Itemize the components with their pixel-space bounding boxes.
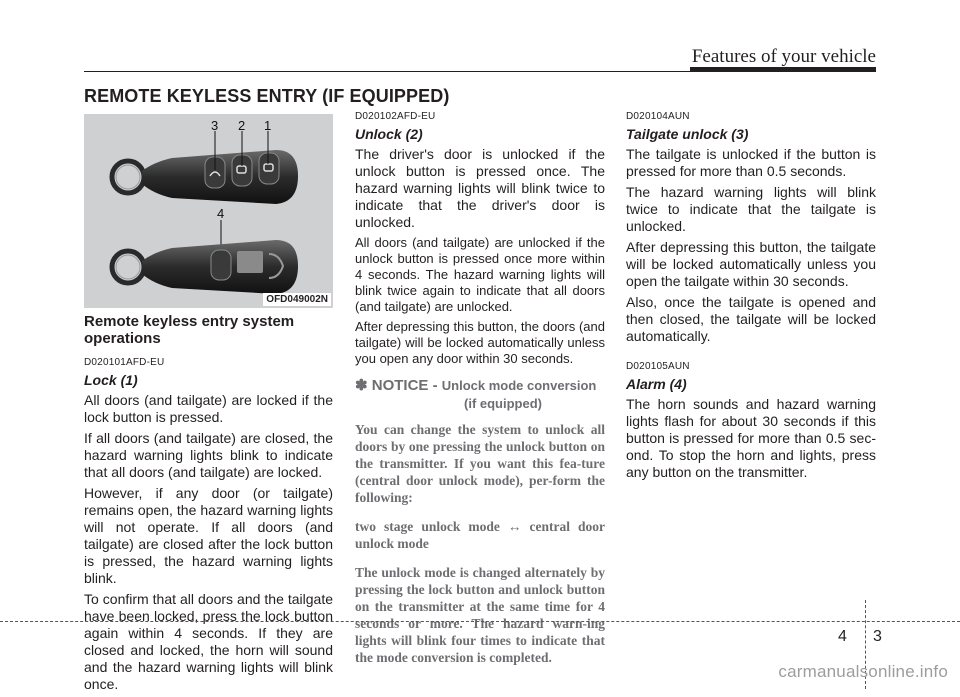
column-3 bbox=[626, 111, 876, 485]
unlock-paragraph: After depressing this button, the doors (and tailgate) will be locked automatically unless you open any door within 30 seconds. bbox=[355, 319, 605, 366]
notice-title-line2: (if equipped) bbox=[464, 396, 542, 411]
running-header-title: Features of your vehicle bbox=[691, 46, 876, 67]
header-bar bbox=[690, 67, 876, 72]
notice-title-line1: Unlock mode conversion bbox=[441, 378, 597, 393]
section-title: REMOTE KEYLESS ENTRY (IF EQUIPPED) bbox=[84, 86, 450, 106]
footer-rule bbox=[0, 621, 960, 622]
lock-paragraph: However, if any door (or tailgate) remains open, the hazard warning lights will not operate. If all doors (and tailgate) are closed after the lock button is pressed, the hazard warning lights blink. bbox=[84, 485, 333, 586]
alarm-code: D020105AUN bbox=[626, 361, 690, 372]
tailgate-code: D020104AUN bbox=[626, 111, 690, 122]
tailgate-paragraph: After depressing this button, the tailgate will be locked automatically unless you open the tailgate within 30 seconds. bbox=[626, 239, 876, 289]
column-1 bbox=[84, 313, 333, 697]
key-fob-illustration bbox=[84, 114, 333, 308]
column-2 bbox=[355, 111, 605, 678]
lock-subheading: Lock (1) bbox=[84, 372, 138, 388]
alarm-subheading: Alarm (4) bbox=[626, 376, 687, 392]
tailgate-paragraph: The tailgate is unlocked if the button is pressed for more than 0.5 seconds. bbox=[626, 146, 876, 179]
page-number: 3 bbox=[873, 628, 882, 645]
watermark: carmanualsonline.info bbox=[778, 662, 948, 681]
notice-symbol-icon: ✽ bbox=[355, 377, 368, 394]
lock-paragraph: If all doors (and tailgate) are closed, the hazard warning lights blink to indicate that all doors (and tailgate) are locked. bbox=[84, 430, 333, 480]
alarm-paragraph: The horn sounds and hazard warning lights flash for about 30 seconds if this button is pressed for more than 0.5 sec-ond. To stop the horn and lights, press any button on the transmitter. bbox=[626, 396, 876, 480]
unlock-paragraph: The driver's door is unlocked if the unlock button is pressed once. The hazard warning lights will blink twice to indicate that the driver's door is unlocked. bbox=[355, 146, 605, 230]
spacer bbox=[626, 349, 876, 361]
notice-label: NOTICE - bbox=[371, 377, 438, 394]
tailgate-subheading: Tailgate unlock (3) bbox=[626, 126, 749, 142]
chapter-number: 4 bbox=[838, 628, 847, 645]
key-ring-icon bbox=[112, 161, 144, 193]
tailgate-paragraph: The hazard warning lights will blink twice to indicate that the tailgate is unlocked. bbox=[626, 184, 876, 234]
alarm-button bbox=[211, 250, 231, 280]
lock-button bbox=[259, 153, 279, 184]
key-ring-icon-2 bbox=[112, 251, 144, 283]
lock-paragraph: All doors (and tailgate) are locked if the lock button is pressed. bbox=[84, 392, 333, 425]
notice-title bbox=[355, 377, 605, 413]
fob-panel bbox=[237, 251, 263, 273]
key-fob-figure bbox=[84, 114, 333, 308]
unlock-paragraph: All doors (and tailgate) are unlocked if the unlock button is pressed once more within 4 seconds. The hazard warning lights will blink twice again to indicate that all doors (and tailgate) are unlocked. bbox=[355, 235, 605, 314]
figure-caption: OFD049002N bbox=[263, 293, 331, 306]
key-ring-highlight bbox=[116, 165, 140, 189]
tailgate-paragraph: Also, once the tailgate is opened and then closed, the tailgate will be locked automatically. bbox=[626, 294, 876, 344]
callout-2: 2 bbox=[238, 118, 246, 133]
notice-paragraph: You can change the system to unlock all doors by one pressing the unlock button on the transmitter. If you want this fea-ture (central door unlock mode), per-form the following: bbox=[355, 422, 605, 505]
unlock-code: D020102AFD-EU bbox=[355, 111, 436, 122]
key-ring-highlight-2 bbox=[116, 255, 140, 279]
callout-4: 4 bbox=[217, 206, 225, 221]
callout-3: 3 bbox=[211, 118, 219, 133]
notice-paragraph: The unlock mode is changed alternately by pressing the lock button and unlock button on the transmitter at the same time for 4 seconds or more. The hazard warn-ing lights will blink four times to indicate that the mode conversion is completed. bbox=[355, 565, 605, 665]
notice-box bbox=[355, 377, 605, 666]
callout-1: 1 bbox=[264, 118, 272, 133]
operations-heading: Remote keyless entry system operations bbox=[84, 313, 295, 347]
notice-paragraph: two stage unlock mode ↔ central door unlock mode bbox=[355, 519, 605, 551]
unlock-subheading: Unlock (2) bbox=[355, 126, 423, 142]
lock-paragraph: To confirm that all doors and the tailgate have been locked, press the lock button again within 4 seconds. If they are closed and locked, the horn will sound and the hazard warning lights will blink once. bbox=[84, 591, 333, 692]
lock-code: D020101AFD-EU bbox=[84, 357, 165, 368]
